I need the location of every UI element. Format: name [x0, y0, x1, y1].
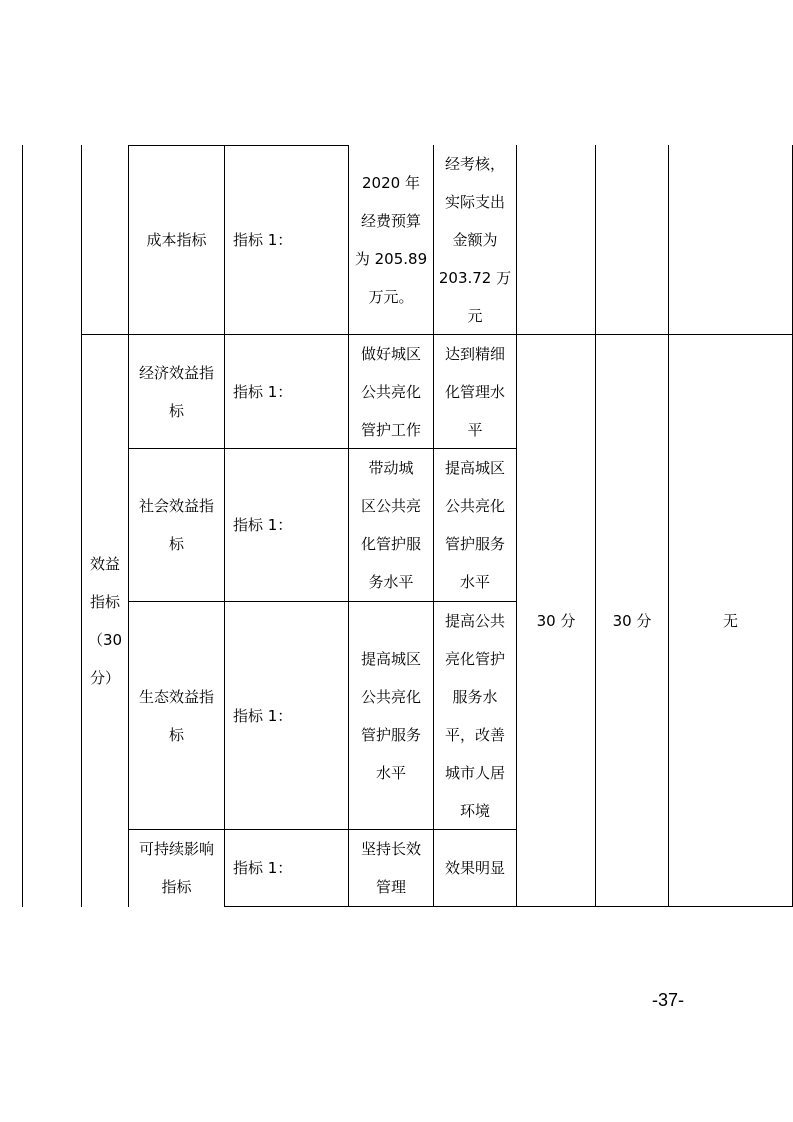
cell-text: 指标 1： [233, 231, 293, 249]
cell-text: 指标 1： [233, 382, 293, 401]
cell-text: 成本指标 [146, 231, 207, 249]
cell-text: 指标 1： [233, 706, 293, 725]
ecological-indicator-cell [225, 602, 348, 829]
score-weight-cell [517, 335, 595, 906]
economic-subcategory-cell [129, 335, 224, 448]
page-number: -37- [652, 990, 685, 1010]
cell-text: 带动城 区公共亮 化管护服 务水平 [360, 459, 421, 591]
cell-text: 经考核， 实际支出 金额为 203.72 万 元 [438, 155, 512, 325]
remark-cell [669, 335, 792, 906]
cell-text: 指标 1： [233, 859, 293, 877]
table-border [224, 906, 792, 907]
cell-text: 无 [722, 611, 738, 630]
cell-text: 30 分 [612, 611, 652, 630]
cell-text: 提高城区 公共亮化 管护服务 水平 [360, 649, 421, 782]
cell-text: 提高城区 公共亮化 管护服务 水平 [444, 459, 505, 591]
social-subcategory-cell [129, 449, 224, 601]
cell-text: 经济效益指 标 [138, 363, 214, 420]
sustainability-indicator-cell [225, 830, 348, 906]
cost-subcategory-cell [129, 146, 224, 334]
ecological-target-cell [349, 602, 433, 829]
cell-text: 2020 年 经费预算 为 205.89 万元。 [354, 174, 428, 306]
cell-text: 效果明显 [444, 859, 505, 877]
economic-target-cell [349, 335, 433, 448]
cell-text: 指标 1： [233, 516, 293, 534]
sustainability-target-cell [349, 830, 433, 906]
economic-indicator-cell [225, 335, 348, 448]
cell-text: 生态效益指 标 [138, 687, 214, 744]
cell-text: 效益 指标 （30 分） [87, 554, 123, 687]
social-indicator-cell [225, 449, 348, 601]
cost-indicator-cell [225, 146, 348, 334]
table-border [22, 145, 23, 907]
cell-text: 做好城区 公共亮化 管护工作 [360, 344, 421, 439]
sustainability-subcategory-cell [129, 830, 224, 906]
cost-target-cell [349, 146, 433, 334]
benefit-category-cell [82, 335, 128, 906]
score-earned-cell [596, 335, 668, 906]
cell-text: 提高公共 亮化管护 服务水 平，改善 城市人居 环境 [444, 611, 505, 820]
cost-actual-cell [434, 146, 516, 334]
social-actual-cell [434, 449, 516, 601]
cell-text: 社会效益指 标 [138, 497, 214, 553]
cell-text: 可持续影响 指标 [138, 840, 214, 896]
sustainability-actual-cell [434, 830, 516, 906]
ecological-subcategory-cell [129, 602, 224, 829]
cell-text: 坚持长效 管理 [360, 840, 421, 896]
ecological-actual-cell [434, 602, 516, 829]
cell-text: 30 分 [536, 611, 576, 630]
social-target-cell [349, 449, 433, 601]
cell-text: 达到精细 化管理水 平 [444, 344, 505, 439]
economic-actual-cell [434, 335, 516, 448]
